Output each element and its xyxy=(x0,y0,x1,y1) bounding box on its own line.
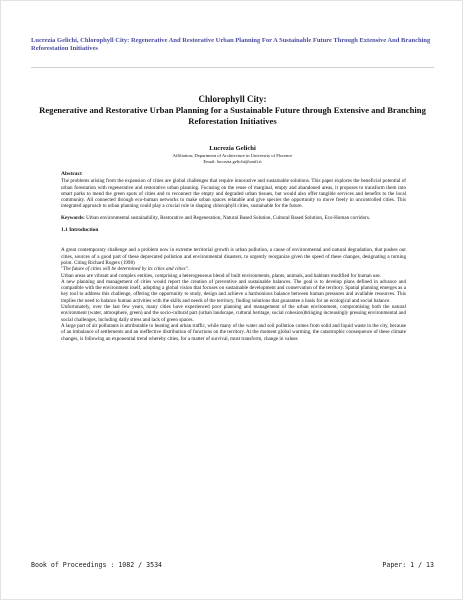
footer-book-page: Book of Proceedings : 1082 / 3534 xyxy=(31,561,163,569)
intro-paragraph-3: A new planning and management of cities would report the creation of preventive and sustainable balances. The goal is to develop plans defined in advance and compatible with the environment itself, adopting a global vision that focuses on sustainable development and conservation of the territory. Spatial planning emerges as a key tool to address this challenge, offering the opportunity to study, design and achieve a harmonious balance between human pressures and available resources. This implies the need to balance human activities with the skills and needs of the territory, finding solutions that guarantee a basis for an ecological and social balance. xyxy=(61,278,406,304)
intro-paragraph-4: Unfortunately, over the last few years, many cities have experienced poor planning and management of the urban environment, compromising both the natural environment (water, atmosphere, green) and the socio-cultural part (urban landscape, cultural heritage, social cohesion)bringing increasingly pressing environmental and social challenges, including daily stress and lack of green spaces. xyxy=(61,304,406,323)
paper-body xyxy=(61,171,406,342)
section-heading: 1.1 Introduction xyxy=(61,227,99,234)
keywords-label: Keywords: xyxy=(61,214,85,221)
header-divider xyxy=(31,67,434,68)
author-affiliation: Affiliation; Department of Architecture in University of Florence xyxy=(172,153,293,158)
keywords xyxy=(61,215,406,221)
running-header: Lucrezia Gelichi, Chlorophyll City: Regenerative And Restorative Urban Planning For A Sustainable Future Through Extensive And Branching Reforestation Initiatives xyxy=(31,37,431,52)
intro-quote: "The future of cities will be determined by its cities and cities". xyxy=(61,266,190,273)
abstract-text: The problems arising from the expansion of cities are global challenges that require innovative and sustainable solutions. This paper explores the beneficial potential of urban forestation with regenerative and restorative urban planning. Focusing on the reuse of marginal, empty and abandoned areas, it proposes to transform them into smart parks to mend the green spots of cities and to reconnect the empty and degraded urban tissues, but would also offer tangible services and benefits to the local community. All connected through eco-human networks to make urban spaces relatable and give species the opportunity to move freely in uncontrolled cities. This integrated approach to urban planning could play a crucial role in shaping chlorophyll cities, sustainable for the future. xyxy=(61,178,406,210)
footer-paper-page: Paper: 1 / 13 xyxy=(382,561,434,569)
abstract-heading: Abstract xyxy=(61,171,82,177)
intro-paragraph-1: A great contemporary challenge and a problem now in extreme territorial growth is urban pollution, a cause of environmental and natural degradation, that pushes our cities, sources of a good part of these deprecated pollution and environmental disasters, to urgently reorganize given the speed of these changes, designating a turning point. Citing Richard Rogers (1998) xyxy=(61,247,406,266)
intro-paragraph-2: Urban areas are vibrant and complex entities, comprising a heterogeneous blend of built environments, plants, animals, and habitats modified for human use. xyxy=(61,272,381,279)
author-block xyxy=(31,145,434,165)
intro-paragraph-5: A large part of air pollutants is attributable to heating and urban traffic, while many of the water and soil pollution comes from solid and liquid waste in the city, because of an imbalance of settlements and an ineffective distribution of functions on the territory. At the moment global warming, the catastrophic consequence of these climate changes, is following an exponential trend whereby cities, for a matter of survival, must transform, change in values xyxy=(61,322,406,342)
author-name: Lucrezia Gelichi xyxy=(209,145,256,152)
paper-subtitle: Regenerative and Restorative Urban Planning for a Sustainable Future through Extensive and Branching Reforestation Initiatives xyxy=(39,105,426,126)
paper-title: Chlorophyll City: xyxy=(198,94,267,104)
title-block xyxy=(31,94,434,126)
author-email: Email: lucrezia.gelichi@unifi.it xyxy=(203,159,262,164)
keywords-text: Urban environmental sustainability, Restorative and Regeneration, Natural Based Solution, Cultural Based Solution, Eco-Human corridors. xyxy=(86,214,371,221)
